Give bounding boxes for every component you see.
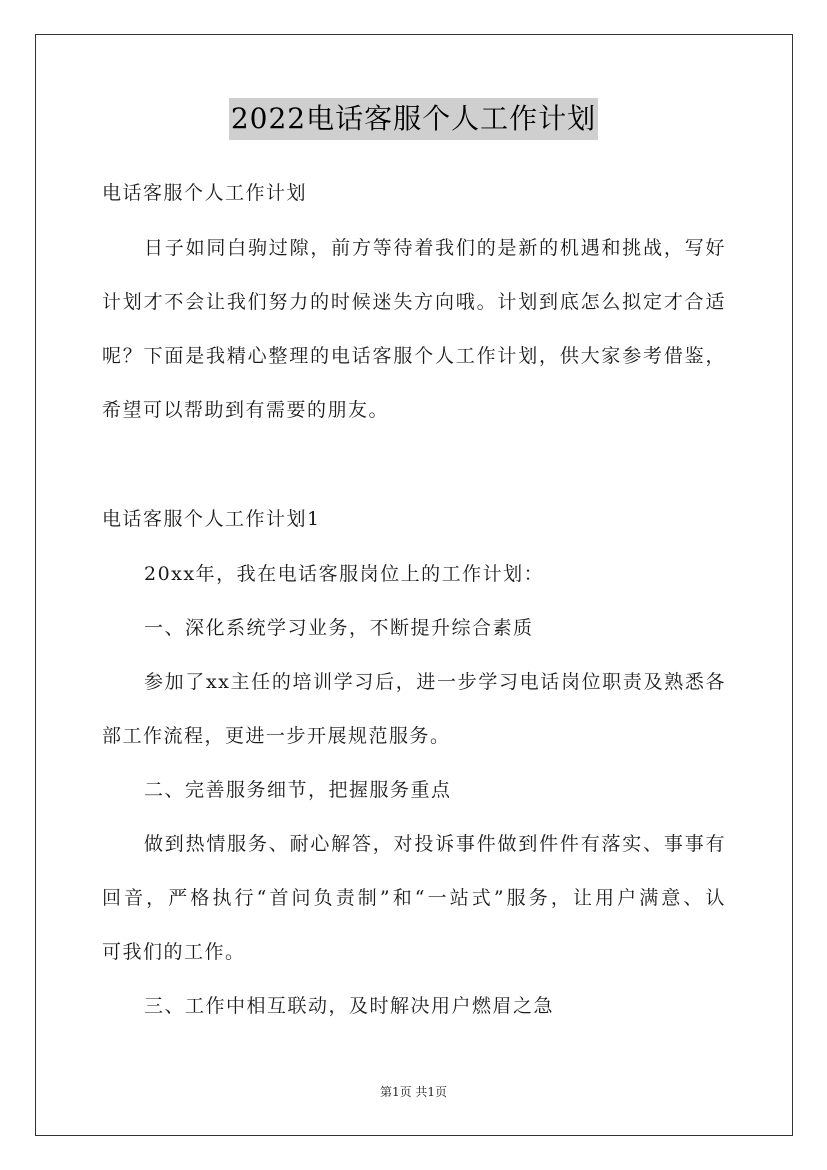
body-line: 二、完善服务细节，把握服务重点 [144,779,452,801]
body-line: 做到热情服务、耐心解答，对投诉事件做到件件有落实、事事有 [144,833,726,855]
body-line: 三、工作中相互联动，及时解决用户燃眉之急 [144,995,555,1017]
body-line: 一、深化系统学习业务，不断提升综合素质 [144,617,534,639]
body-line: 20xx年，我在电话客服岗位上的工作计划： [144,563,545,585]
body-line: 可我们的工作。 [102,941,246,963]
body-line: 参加了xx主任的培训学习后，进一步学习电话岗位职责及熟悉各 [144,671,726,693]
body-line: 部工作流程，更进一步开展规范服务。 [102,725,451,747]
document-title: 2022电话客服个人工作计划 [229,98,598,140]
section-heading: 电话客服个人工作计划 [102,182,308,204]
intro-line: 计划才不会让我们努力的时候迷失方向哦。计划到底怎么拟定才合适 [102,291,726,313]
plan-heading: 电话客服个人工作计划1 [102,508,321,530]
title-container [0,98,827,140]
intro-line: 希望可以帮助到有需要的朋友。 [102,399,390,421]
page-number: 第1页 共1页 [379,1085,448,1099]
intro-line: 日子如同白驹过隙，前方等待着我们的是新的机遇和挑战，写好 [144,237,726,259]
intro-line: 呢？下面是我精心整理的电话客服个人工作计划，供大家参考借鉴， [102,345,726,367]
body-line: 回音，严格执行“首问负责制”和“一站式”服务，让用户满意、认 [102,887,726,909]
